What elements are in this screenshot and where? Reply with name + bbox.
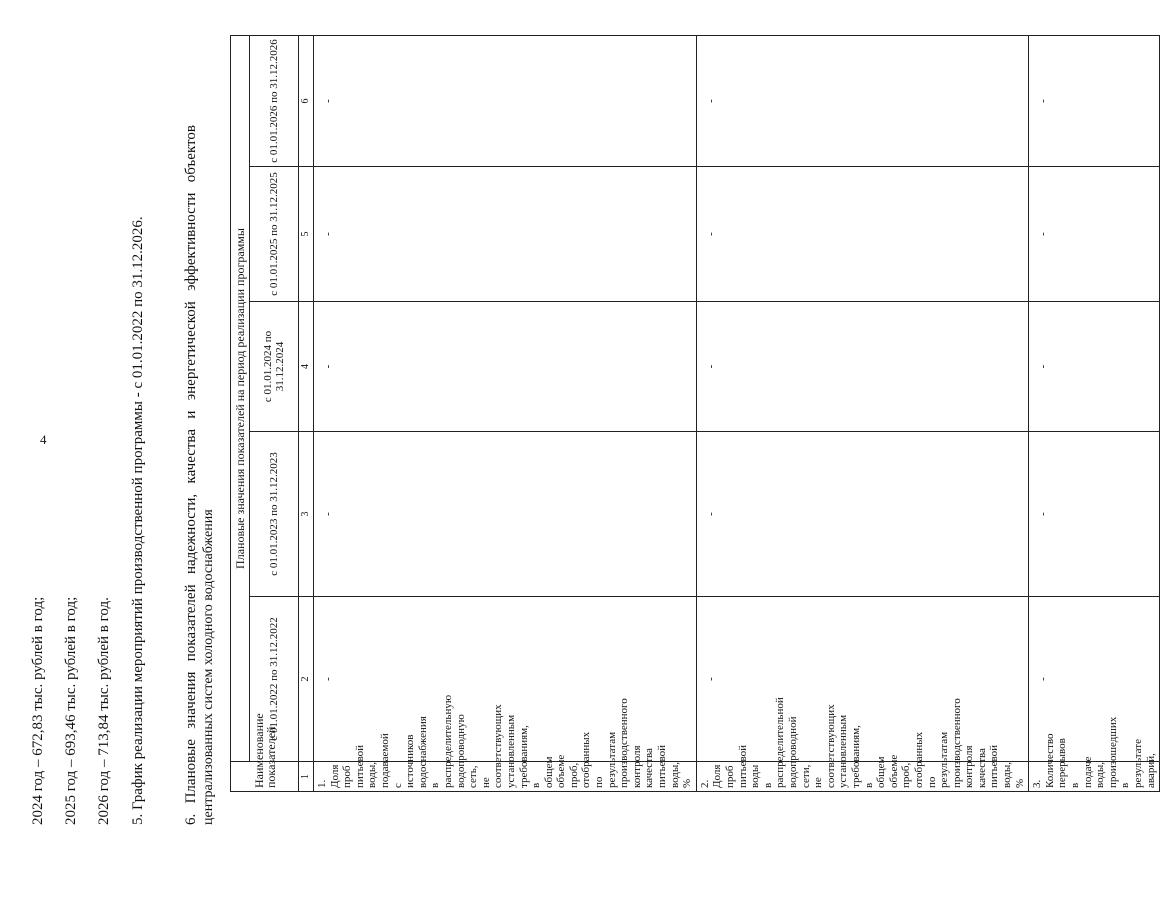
value-cell: - xyxy=(314,35,697,166)
column-number: 2 xyxy=(299,597,314,762)
section-6-line-1 xyxy=(182,125,200,825)
value-cell: - xyxy=(696,432,1028,597)
value-cell: - xyxy=(314,167,697,302)
section-6-line-2: централизованных систем холодного водоснабжения xyxy=(201,509,216,825)
value-cell: - xyxy=(314,432,697,597)
column-number: 6 xyxy=(299,35,314,166)
value-cell: - xyxy=(1029,35,1160,166)
finance-line-2024: 2024 год – 672,83 тыс. рублей в год; xyxy=(30,596,46,825)
indicator-name: 3. Количество перерывов в подаче воды, произошедших в результате аварий, xyxy=(1029,762,1160,792)
value-cell: - xyxy=(314,302,697,432)
section-6-word: качества xyxy=(183,429,199,484)
indicator-name: 1. Доля проб питьевой воды, подаваемой с источников водоснабжения в распределительную водопроводную сеть, не соответствующих установленным требованиям, в общем объеме проб, отобранных по результатам производственного контроля качества питьевой воды, % xyxy=(314,762,697,792)
section-6-word: эффективности xyxy=(183,192,199,291)
value-cell: - xyxy=(1029,302,1160,432)
header-period: с 01.01.2026 по 31.12.2026 xyxy=(250,35,299,166)
section-6-word: Плановые xyxy=(183,739,199,804)
value-cell: - xyxy=(314,597,697,762)
section-6-heading xyxy=(182,125,218,825)
column-number: 1 xyxy=(299,762,314,792)
header-period: с 01.01.2023 по 31.12.2023 xyxy=(250,432,299,597)
column-number: 4 xyxy=(299,302,314,432)
section-5-schedule: 5. График реализации мероприятий производственной программы - с 01.01.2022 по 31.12.2026. xyxy=(130,216,146,825)
value-cell: - xyxy=(1029,597,1160,762)
value-cell: - xyxy=(696,167,1028,302)
section-6-word: надежности, xyxy=(183,493,199,575)
header-period: с 01.01.2022 по 31.12.2022 xyxy=(250,597,299,762)
section-6-word: значения xyxy=(183,671,199,729)
value-cell: - xyxy=(696,35,1028,166)
value-cell: - xyxy=(1029,432,1160,597)
column-number-row xyxy=(299,35,314,791)
indicator-name: 2. Доля проб питьевой воды в распределительной водопроводной сети, не соответствующих установленным требованиям, в общем объеме проб, отобранных по результатам производственного контроля качества питьевой воды, % xyxy=(696,762,1028,792)
header-indicator-name: Наименование показателей xyxy=(231,762,299,792)
section-6-word: 6. xyxy=(183,813,199,825)
value-cell: - xyxy=(696,302,1028,432)
section-6-word: объектов xyxy=(183,125,199,183)
page-number: 4 xyxy=(40,432,47,447)
section-6-word: энергетической xyxy=(183,301,199,401)
finance-line-2026: 2026 год – 713,84 тыс. рублей в год. xyxy=(96,597,112,825)
indicators-table xyxy=(230,35,1160,792)
value-cell: - xyxy=(1029,167,1160,302)
table-row xyxy=(696,35,1028,791)
column-number: 3 xyxy=(299,432,314,597)
table-row xyxy=(1029,35,1160,791)
finance-line-2025: 2025 год – 693,46 тыс. рублей в год; xyxy=(63,596,79,825)
section-6-word: и xyxy=(183,410,199,419)
column-number: 5 xyxy=(299,167,314,302)
table-row xyxy=(314,35,697,791)
value-cell: - xyxy=(696,597,1028,762)
header-period: с 01.01.2024 по 31.12.2024 xyxy=(250,302,299,432)
header-plan-values: Плановые значения показателей на период реализации программы xyxy=(231,35,250,761)
header-period: с 01.01.2025 по 31.12.2025 xyxy=(250,167,299,302)
section-6-word: показателей xyxy=(183,584,199,662)
